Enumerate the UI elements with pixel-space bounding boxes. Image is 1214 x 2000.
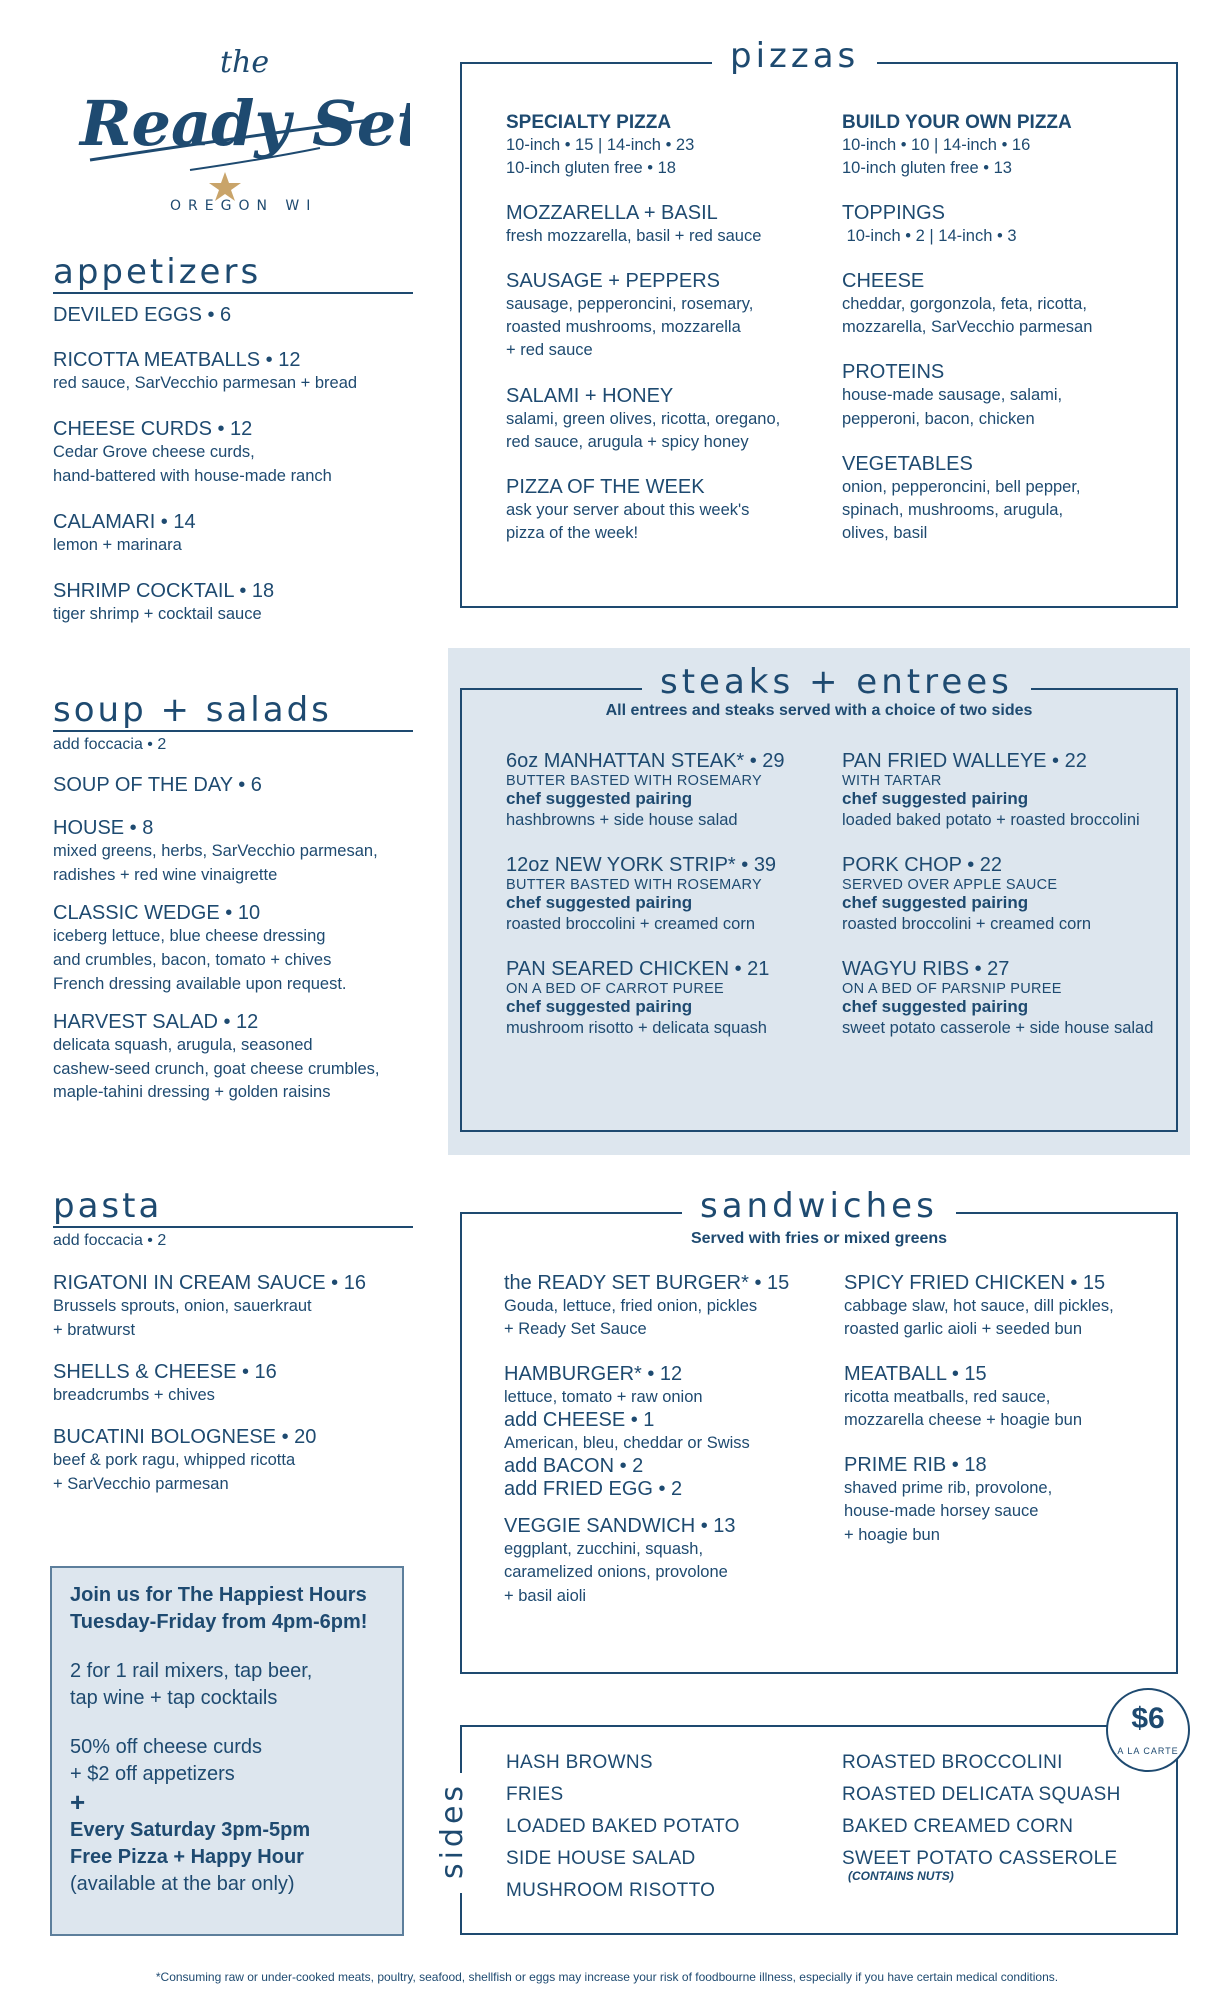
menu-item-name: CALAMARI • 14: [53, 510, 196, 533]
sides-box: [435, 1725, 1178, 1935]
menu-item-name: RIGATONI IN CREAM SAUCE • 16: [53, 1272, 366, 1294]
appetizers-section: [53, 252, 413, 627]
entree-name: 6oz MANHATTAN STEAK* • 29: [506, 750, 785, 772]
side-item: ROASTED DELICATA SQUASH: [842, 1784, 1121, 1805]
sandwiches-subtitle: Served with fries or mixed greens: [690, 1230, 948, 1247]
sandwich-name: MEATBALL • 15: [844, 1363, 987, 1386]
logo: [70, 20, 410, 220]
soup-salads-rule: [53, 730, 413, 732]
pizza-desc: fresh mozzarella, basil + red sauce: [506, 227, 762, 246]
menu-item-name: HOUSE • 8: [53, 817, 154, 839]
steaks-subtitle: All entrees and steaks served with a choice of two sides: [605, 702, 1033, 719]
steaks-box: [460, 662, 1178, 1132]
entree-pairing: roasted broccolini + creamed corn: [506, 915, 755, 934]
side-item: MUSHROOM RISOTTO: [506, 1880, 716, 1901]
pairing-label: chef suggested pairing: [506, 997, 693, 1017]
topping-heading: VEGETABLES: [842, 452, 973, 475]
add-on-desc: American, bleu, cheddar or Swiss: [504, 1434, 750, 1453]
menu-item-desc: iceberg lettuce, blue cheese dressing and crumbles, bacon, tomato + chives French dressing available upon request.: [53, 926, 347, 993]
logo-graphic: [70, 20, 410, 220]
logo-location: OREGON WI: [170, 198, 318, 214]
sandwiches-left-column: [504, 1272, 834, 1608]
pizza-name: SAUSAGE + PEPPERS: [506, 270, 720, 293]
menu-item-name: SHRIMP COCKTAIL • 18: [53, 579, 275, 602]
add-on-name: add FRIED EGG • 2: [504, 1478, 683, 1501]
side-item: BAKED CREAMED CORN: [842, 1816, 1074, 1837]
topping-heading: TOPPINGS: [842, 202, 945, 225]
sandwich-desc: eggplant, zucchini, squash, caramelized onions, provolone + basil aioli: [504, 1540, 728, 1605]
pizza-desc: sausage, pepperoncini, rosemary, roasted mushrooms, mozzarella + red sauce: [506, 295, 754, 360]
sides-title: sides: [435, 1781, 471, 1880]
happy-hour-title: Join us for The Happiest Hours Tuesday-Friday from 4pm-6pm!: [70, 1584, 368, 1633]
sandwich-desc: cabbage slaw, hot sauce, dill pickles, roasted garlic aioli + seeded bun: [844, 1297, 1114, 1339]
topping-list: cheddar, gorgonzola, feta, ricotta, mozzarella, SarVecchio parmesan: [842, 295, 1093, 337]
sandwich-name: SPICY FRIED CHICKEN • 15: [844, 1272, 1106, 1294]
entree-prep: SERVED OVER APPLE SAUCE: [842, 877, 1058, 894]
pizzas-title: pizzas: [712, 36, 877, 76]
happy-hour-line: 2 for 1 rail mixers, tap beer, tap wine + tap cocktails: [70, 1660, 313, 1709]
entree-name: PORK CHOP • 22: [842, 854, 1003, 877]
pasta-section: [53, 1186, 413, 1497]
topping-list: onion, pepperoncini, bell pepper, spinach, mushrooms, arugula, olives, basil: [842, 477, 1081, 542]
a-la-carte-badge: [1106, 1688, 1190, 1772]
entree-name: 12oz NEW YORK STRIP* • 39: [506, 854, 777, 877]
pairing-label: chef suggested pairing: [842, 997, 1029, 1017]
topping-list: house-made sausage, salami, pepperoni, bacon, chicken: [842, 386, 1063, 428]
happy-hour-note: (available at the bar only): [70, 1872, 295, 1895]
sides-left-column: [506, 1747, 806, 1907]
sandwich-desc: ricotta meatballs, red sauce, mozzarella cheese + hoagie bun: [844, 1388, 1083, 1430]
pizza-prices: 10-inch • 10 | 14-inch • 16 10-inch gluten free • 13: [842, 136, 1031, 178]
pizza-desc: salami, green olives, ricotta, oregano, red sauce, arugula + spicy honey: [506, 409, 781, 451]
entree-name: WAGYU RIBS • 27: [842, 958, 1010, 981]
sides-title-wrap: [436, 1773, 486, 1893]
entree-name: PAN FRIED WALLEYE • 22: [842, 750, 1087, 772]
entree-pairing: mushroom risotto + delicata squash: [506, 1019, 767, 1038]
menu-item-desc: beef & pork ragu, whipped ricotta + SarVecchio parmesan: [53, 1450, 296, 1493]
menu-item-desc: red sauce, SarVecchio parmesan + bread: [53, 374, 358, 392]
menu-item-name: BUCATINI BOLOGNESE • 20: [53, 1425, 317, 1448]
steaks-right-column: [842, 750, 1172, 1040]
soup-salads-title: soup + salads: [53, 690, 332, 730]
pairing-label: chef suggested pairing: [842, 893, 1029, 913]
add-on-name: add CHEESE • 1: [504, 1409, 655, 1432]
pizzas-box: [460, 36, 1178, 608]
pasta-rule: [53, 1226, 413, 1228]
sandwich-name: HAMBURGER* • 12: [504, 1363, 683, 1386]
entree-pairing: hashbrowns + side house salad: [506, 811, 738, 829]
menu-item-name: CHEESE CURDS • 12: [53, 417, 253, 440]
logo-the: the: [220, 45, 270, 80]
pizzas-right-column: [842, 112, 1162, 545]
menu-item-name: SOUP OF THE DAY • 6: [53, 774, 262, 796]
pizza-name: SALAMI + HONEY: [506, 384, 674, 407]
entree-pairing: roasted broccolini + creamed corn: [842, 915, 1091, 934]
menu-item-desc: delicata squash, arugula, seasoned cashew-seed crunch, goat cheese crumbles, maple-tahini dressing + golden raisins: [53, 1035, 380, 1102]
menu-item-name: CLASSIC WEDGE • 10: [53, 901, 261, 924]
happy-hour-line: 50% off cheese curds + $2 off appetizers: [70, 1736, 262, 1785]
entree-prep: ON A BED OF CARROT PUREE: [506, 981, 725, 998]
add-on-name: add BACON • 2: [504, 1455, 644, 1478]
foccacia-note: add foccacia • 2: [53, 736, 167, 753]
entree-prep: BUTTER BASTED WITH ROSEMARY: [506, 877, 762, 894]
steaks-left-column: [506, 750, 826, 1040]
nuts-note: (CONTAINS NUTS): [848, 1869, 954, 1883]
foccacia-note: add foccacia • 2: [53, 1232, 167, 1249]
star-icon: [209, 172, 241, 201]
entree-pairing: loaded baked potato + roasted broccolini: [842, 811, 1140, 829]
menu-item-name: HARVEST SALAD • 12: [53, 1010, 259, 1033]
happy-hour-panel: [50, 1566, 404, 1936]
sandwiches-box: [460, 1186, 1178, 1674]
soup-salads-section: [53, 690, 413, 1105]
pairing-label: chef suggested pairing: [842, 789, 1029, 808]
pizza-name: PIZZA OF THE WEEK: [506, 475, 705, 498]
menu-item-desc: Cedar Grove cheese curds, hand-battered with house-made ranch: [53, 442, 332, 485]
side-item: LOADED BAKED POTATO: [506, 1816, 740, 1837]
sandwich-name: PRIME RIB • 18: [844, 1454, 987, 1477]
sandwich-desc: shaved prime rib, provolone, house-made horsey sauce + hoagie bun: [844, 1479, 1053, 1544]
sandwiches-title: sandwiches: [682, 1186, 956, 1226]
footer-disclaimer: *Consuming raw or under-cooked meats, poultry, seafood, shellfish or eggs may increase your risk of foodbourne illness, especially if you have certain medical conditions.: [155, 1970, 1059, 1984]
menu-item-desc: tiger shrimp + cocktail sauce: [53, 604, 262, 623]
sides-right-column: [842, 1747, 1162, 1883]
menu-item-name: DEVILED EGGS • 6: [53, 304, 232, 326]
sandwich-name: VEGGIE SANDWICH • 13: [504, 1515, 736, 1538]
sandwiches-right-column: [844, 1272, 1174, 1547]
entree-prep: WITH TARTAR: [842, 773, 942, 789]
sandwich-desc: lettuce, tomato + raw onion: [504, 1388, 703, 1407]
menu-item-desc: lemon + marinara: [53, 535, 182, 554]
pizza-desc: ask your server about this week's pizza of the week!: [506, 500, 750, 542]
entree-name: PAN SEARED CHICKEN • 21: [506, 958, 770, 981]
side-item: HASH BROWNS: [506, 1752, 653, 1773]
pizza-heading: SPECIALTY PIZZA: [506, 112, 672, 133]
appetizers-title: appetizers: [53, 252, 262, 292]
pizza-heading: BUILD YOUR OWN PIZZA: [842, 112, 1072, 133]
side-item: ROASTED BROCCOLINI: [842, 1752, 1063, 1773]
logo-name: Ready Set: [80, 87, 410, 160]
sandwich-desc: Gouda, lettuce, fried onion, pickles + Ready Set Sauce: [504, 1297, 758, 1339]
entree-prep: ON A BED OF PARSNIP PUREE: [842, 981, 1062, 998]
topping-prices: 10-inch • 2 | 14-inch • 3: [842, 227, 1017, 246]
happy-hour-saturday: Every Saturday 3pm-5pm Free Pizza + Happy Hour: [70, 1818, 311, 1868]
menu-item-desc: breadcrumbs + chives: [53, 1385, 215, 1404]
badge-price: $6: [1131, 1702, 1165, 1735]
pairing-label: chef suggested pairing: [506, 893, 693, 913]
side-item: SIDE HOUSE SALAD: [506, 1848, 696, 1869]
sandwich-name: the READY SET BURGER* • 15: [504, 1272, 790, 1294]
menu-item-desc: mixed greens, herbs, SarVecchio parmesan, radishes + red wine vinaigrette: [53, 842, 378, 884]
side-item: FRIES: [506, 1784, 564, 1805]
menu-item-desc: Brussels sprouts, onion, sauerkraut + bratwurst: [53, 1297, 312, 1339]
pasta-title: pasta: [53, 1186, 163, 1226]
menu-item-name: RICOTTA MEATBALLS • 12: [53, 349, 301, 371]
pairing-label: chef suggested pairing: [506, 789, 693, 808]
pizzas-left-column: [506, 112, 806, 545]
entree-pairing: sweet potato casserole + side house salad: [842, 1019, 1154, 1038]
steaks-title: steaks + entrees: [642, 662, 1031, 702]
entree-prep: BUTTER BASTED WITH ROSEMARY: [506, 773, 762, 789]
side-item: SWEET POTATO CASSEROLE: [842, 1848, 1118, 1869]
pizza-prices: 10-inch • 15 | 14-inch • 23 10-inch gluten free • 18: [506, 136, 695, 178]
plus-symbol: +: [70, 1787, 86, 1817]
menu-item-name: SHELLS & CHEESE • 16: [53, 1360, 277, 1383]
pizza-name: MOZZARELLA + BASIL: [506, 202, 718, 225]
topping-heading: CHEESE: [842, 270, 925, 293]
badge-text: A LA CARTE: [1117, 1746, 1179, 1756]
topping-heading: PROTEINS: [842, 361, 945, 384]
